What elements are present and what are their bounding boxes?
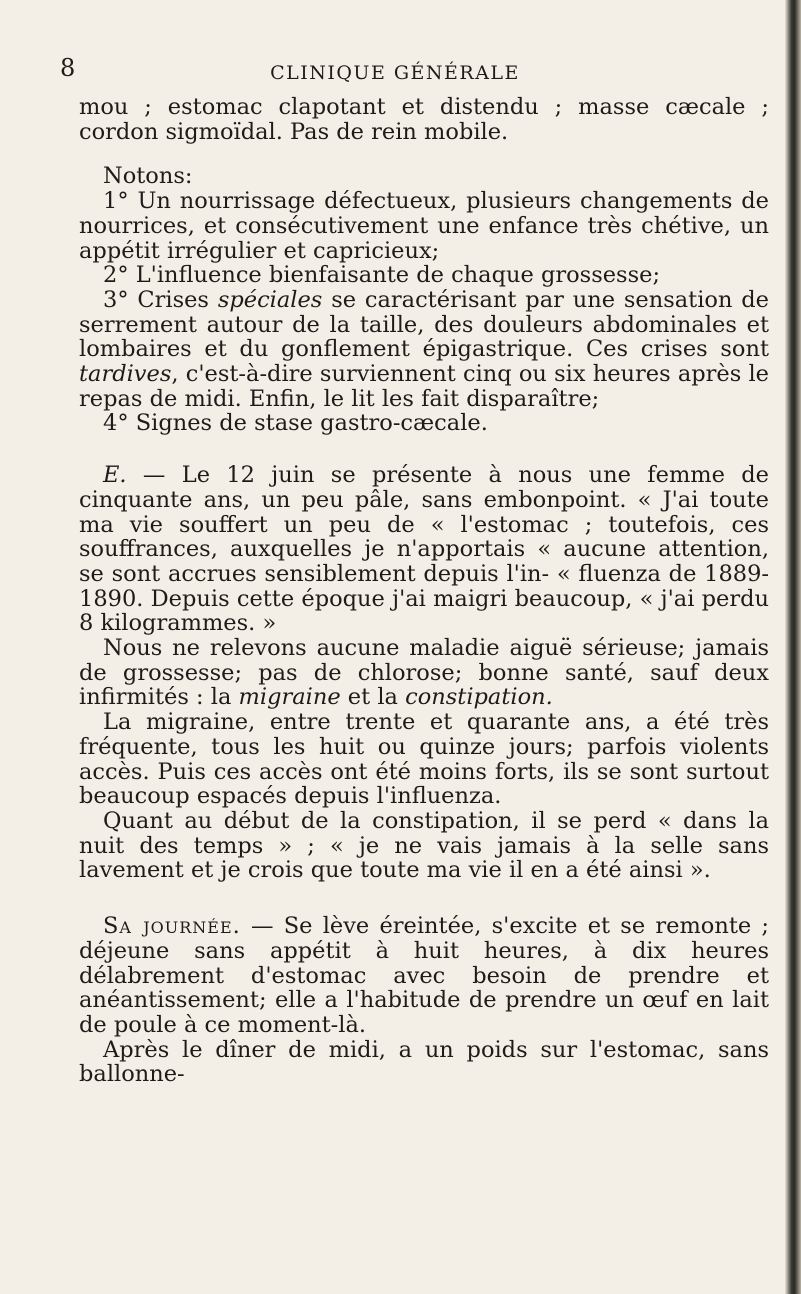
journee-paragraph [79, 914, 769, 1038]
list-item-2: 2° L'influence bienfaisante de chaque grossesse; [103, 262, 661, 289]
notons-heading: Notons: [103, 163, 193, 190]
body-text [79, 95, 769, 1087]
list-item-3 [79, 288, 769, 412]
case-label: E. [103, 462, 127, 489]
list-item-3-text-a: 3° Crises [103, 286, 218, 313]
migraine-paragraph: La migraine, entre trente et quarante ans, a été très fréquente, tous les huit ou quinze jours; parfois violents accès. Puis ces accès ont été moins forts, ils se sont surtout beaucoup espacés depuis l'influenza. [79, 709, 769, 810]
list-item-3-text-b: se caractérisant par une sensation de serrement autour de la taille, des douleurs abdominales et lombaires et du gonflement épigastrique. Ces crises sont [79, 286, 769, 363]
apres-paragraph: Après le dîner de midi, a un poids sur l'estomac, sans ballonne- [79, 1036, 769, 1088]
list-item-3-emphasis-tardives: tardives [79, 361, 172, 388]
antecedents-text-a: Nous ne relevons aucune maladie aiguë sérieuse; jamais de grossesse; pas de chlorose; bonne santé, sauf deux infirmités : la [79, 635, 769, 711]
antecedents-emphasis-constipation: constipation. [405, 684, 553, 711]
journee-text: — Se lève éreintée, s'excite et se remonte ; déjeune sans appétit à huit heures, à dix heures délabrement d'estomac avec besoin de prendre et anéantissement; elle a l'habitude de prendre un œuf en lait de poule à ce moment-là. [79, 913, 769, 1038]
case-paragraph [79, 463, 769, 636]
paragraph-continuation: mou ; estomac clapotant et distendu ; masse cæcale ; cordon sigmoïdal. Pas de rein mobile. [79, 94, 769, 145]
list-item-3-emphasis-speciales: spéciales [217, 286, 323, 313]
page-number: 8 [60, 54, 76, 82]
antecedents-emphasis-migraine: migraine [238, 684, 341, 711]
list-item-1: 1° Un nourrissage défectueux, plusieurs changements de nourrices, et consécutivement une enfance très chétive, un appétit irrégulier et capricieux; [79, 188, 769, 264]
running-title: CLINIQUE GÉNÉRALE [270, 62, 520, 84]
list-item-3-text-c: , c'est-à-dire surviennent cinq ou six heures après le repas de midi. Enfin, le lit les fait disparaître; [79, 361, 769, 412]
antecedents-text-b: et la [340, 684, 406, 711]
constipation-paragraph: Quant au début de la constipation, il se perd « dans la nuit des temps » ; « je ne vais jamais à la selle sans lavement et je crois que toute ma vie il en a été ainsi ». [79, 807, 769, 884]
journee-label: Sa journée. [103, 913, 241, 940]
antecedents-paragraph [79, 636, 769, 710]
list-item-4: 4° Signes de stase gastro-cæcale. [103, 410, 488, 437]
case-text: — Le 12 juin se présente à nous une femme de cinquante ans, un peu pâle, sans embonpoint. « J'ai toute ma vie souffert un peu de « l'estomac ; toutefois, ces souffrances, auxquelles je n'apportais « aucune attention, se sont accrues sensiblement depuis l'in- « fluenza de 1889-1890. Depuis cette époque j'ai maigri beaucoup, « j'ai perdu 8 kilogrammes. » [79, 462, 769, 637]
page-header [0, 54, 790, 92]
page-edge-shadow [785, 0, 801, 1294]
